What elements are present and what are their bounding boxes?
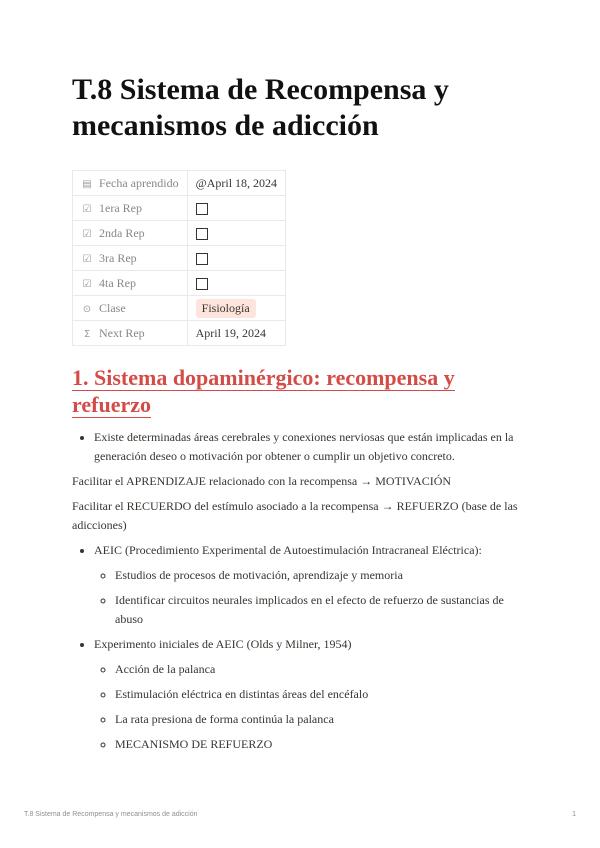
bullet-list (72, 541, 532, 754)
property-key-label: 3ra Rep (99, 250, 137, 265)
footer-title: T.8 Sistema de Recompensa y mecanismos de adicción (24, 811, 198, 818)
list-item-text: Experimento iniciales de AEIC (Olds y Milner, 1954) (94, 637, 352, 651)
property-row (73, 271, 286, 296)
property-value-text: April 19, 2024 (195, 325, 266, 340)
property-row (73, 196, 286, 221)
checkbox-property-icon: ☑ (82, 278, 92, 290)
property-row (73, 221, 286, 246)
section-heading-text: 1. Sistema dopaminérgico: recompensa y refuerzo (72, 365, 455, 417)
property-key-label: Fecha aprendido (99, 175, 179, 190)
property-key (73, 221, 188, 246)
select-icon: ⊙ (82, 303, 92, 315)
property-key (73, 171, 188, 196)
sigma-icon: Σ (83, 328, 91, 340)
bullet-list (72, 428, 532, 466)
property-key-label: 2nda Rep (99, 225, 145, 240)
property-value (187, 171, 285, 196)
checkbox[interactable] (196, 253, 208, 265)
property-key (73, 246, 188, 271)
property-row (73, 321, 286, 346)
sub-list (94, 566, 532, 629)
list-item-experiments (94, 635, 532, 754)
list-item-text: AEIC (Procedimiento Experimental de Autoestimulación Intracraneal Eléctrica): (94, 543, 482, 557)
property-value (187, 296, 285, 321)
checkbox-property-icon: ☑ (82, 228, 92, 240)
property-key-label: 4ta Rep (99, 275, 136, 290)
properties-table (72, 170, 286, 346)
sub-list-item: ◦ Estimulación eléctrica en distintas áreas del encéfalo (115, 685, 532, 704)
checkbox-property-icon: ☑ (82, 253, 92, 265)
property-key-label: 1era Rep (99, 200, 142, 215)
property-key-label: Clase (99, 300, 126, 315)
property-value (187, 321, 285, 346)
checkbox[interactable] (196, 203, 208, 215)
list-item: • Existe determinadas áreas cerebrales y conexiones nerviosas que están implicadas en la generación deseo o motivación por obtener o cumplir un objetivo concreto. (94, 428, 532, 466)
sub-list-item: ◦ Acción de la palanca (115, 660, 532, 679)
calendar-icon: ▤ (82, 178, 92, 190)
page-footer (24, 811, 576, 818)
sub-list-item: ◦ MECANISMO DE REFUERZO (115, 735, 532, 754)
property-row (73, 246, 286, 271)
property-value (187, 221, 285, 246)
property-key (73, 321, 188, 346)
section-body (72, 428, 532, 754)
property-row (73, 296, 286, 321)
list-item-aeic (94, 541, 532, 629)
class-tag[interactable]: Fisiología (196, 299, 256, 318)
checkbox[interactable] (196, 228, 208, 240)
paragraph-recuerdo: Facilitar el RECUERDO del estímulo asociado a la recompensa → REFUERZO (base de las adicciones) (72, 499, 518, 532)
sub-list-item: ◦ Identificar circuitos neurales implicados en el efecto de refuerzo de sustancias de abuso (115, 591, 532, 629)
sub-list (94, 660, 532, 754)
property-value (187, 271, 285, 296)
property-key (73, 296, 188, 321)
page-number: 1 (572, 811, 576, 818)
section-heading (72, 364, 532, 418)
property-key-label: Next Rep (99, 325, 145, 340)
checkbox[interactable] (196, 278, 208, 290)
property-value (187, 196, 285, 221)
property-key (73, 196, 188, 221)
page-content (72, 72, 532, 760)
property-value (187, 246, 285, 271)
page-title: T.8 Sistema de Recompensa y mecanismos de adicción (72, 73, 449, 142)
property-value-text: @April 18, 2024 (195, 175, 278, 190)
property-key (73, 271, 188, 296)
checkbox-property-icon: ☑ (82, 203, 92, 215)
sub-list-item: ◦ La rata presiona de forma continúa la palanca (115, 710, 532, 729)
paragraph-aprendizaje: Facilitar el APRENDIZAJE relacionado con la recompensa → MOTIVACIÓN (72, 474, 452, 488)
sub-list-item: ◦ Estudios de procesos de motivación, aprendizaje y memoria (115, 566, 532, 585)
property-row (73, 171, 286, 196)
